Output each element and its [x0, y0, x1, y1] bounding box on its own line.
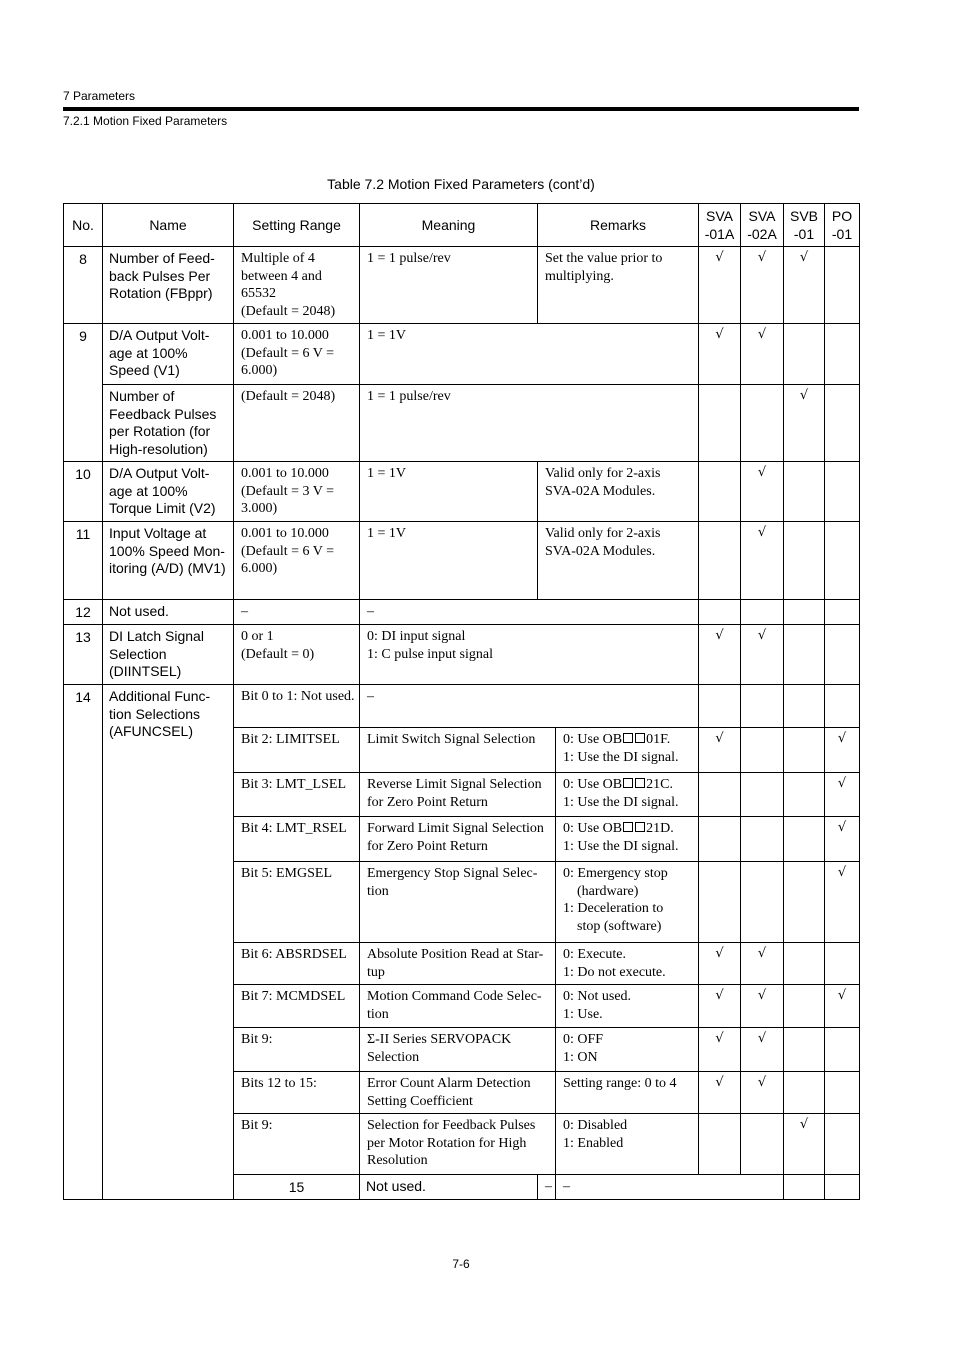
check-mark: √: [699, 1072, 741, 1114]
check-mark: √: [784, 247, 825, 324]
bit-options: 0: Execute. 1: Do not execute.: [556, 943, 699, 985]
col-header-sva02a: SVA -02A: [741, 204, 784, 247]
param-no: 11: [64, 522, 103, 600]
bit-description: Limit Switch Signal Selection: [360, 728, 556, 773]
setting-range: 0.001 to 10.000 (Default = 3 V = 3.000): [234, 462, 360, 522]
empty-cell: [699, 1114, 741, 1175]
param-no: 15: [234, 1175, 360, 1200]
setting-range: 0.001 to 10.000 (Default = 6 V = 6.000): [234, 324, 360, 385]
empty-cell: [825, 1028, 860, 1072]
empty-cell: [825, 625, 860, 685]
empty-cell: [699, 522, 741, 600]
col-header-remarks: Remarks: [538, 204, 699, 247]
param-no: 9: [64, 324, 103, 462]
check-mark: √: [741, 522, 784, 600]
empty-cell: [784, 1028, 825, 1072]
check-mark: √: [741, 625, 784, 685]
bit-name: Bit 2: LIMITSEL: [234, 728, 360, 773]
check-mark: √: [784, 1114, 825, 1175]
empty-cell: [741, 1114, 784, 1175]
running-header-chapter: 7 Parameters: [63, 89, 136, 103]
empty-cell: [784, 817, 825, 862]
bit-name: Bit 3: LMT_LSEL: [234, 773, 360, 817]
empty-cell: [784, 1175, 825, 1200]
meaning: 1 = 1V: [360, 522, 538, 600]
check-mark: √: [699, 625, 741, 685]
empty-cell: [784, 625, 825, 685]
param-name: Number of Feedback Pulses per Rotation (for High-resolution): [103, 385, 234, 462]
param-name: DI Latch Signal Selection (DIINTSEL): [103, 625, 234, 685]
table-row: [64, 247, 860, 324]
table-row: [64, 462, 860, 522]
check-mark: √: [741, 462, 784, 522]
empty-cell: [741, 728, 784, 773]
bit-description: Absolute Position Read at Star-tup: [360, 943, 556, 985]
table-row: [64, 385, 860, 462]
check-mark: √: [825, 985, 860, 1028]
param-name: Not used.: [360, 1175, 538, 1200]
check-mark: √: [699, 728, 741, 773]
empty-cell: [825, 385, 860, 462]
meaning: 1 = 1V: [360, 462, 538, 522]
empty-cell: [741, 385, 784, 462]
check-mark: √: [741, 1028, 784, 1072]
empty-cell: [825, 324, 860, 385]
table-row: [64, 625, 860, 685]
empty-cell: [784, 773, 825, 817]
empty-cell: [741, 600, 784, 625]
bit-description: Error Count Alarm Detection Setting Coefficient: [360, 1072, 556, 1114]
check-mark: √: [741, 324, 784, 385]
empty-cell: [699, 385, 741, 462]
col-header-name: Name: [103, 204, 234, 247]
param-name: Number of Feed-back Pulses Per Rotation (FBppr): [103, 247, 234, 324]
table-row: [64, 324, 860, 385]
bit-description: Forward Limit Signal Selection for Zero Point Return: [360, 817, 556, 862]
check-mark: √: [699, 943, 741, 985]
empty-cell: [784, 943, 825, 985]
empty-cell: [825, 600, 860, 625]
bit-name: Bit 6: ABSRDSEL: [234, 943, 360, 985]
setting-range: –: [538, 1175, 556, 1200]
col-header-meaning: Meaning: [360, 204, 538, 247]
empty-cell: [741, 773, 784, 817]
empty-cell: [784, 462, 825, 522]
bit-options: 0: Use OB 21D. 1: Use the DI signal.: [556, 817, 699, 862]
check-mark: √: [699, 985, 741, 1028]
empty-cell: [825, 1175, 860, 1200]
check-mark: √: [699, 247, 741, 324]
empty-cell: [784, 728, 825, 773]
page-number: 7-6: [452, 1257, 470, 1271]
setting-range: 0.001 to 10.000 (Default = 6 V = 6.000): [234, 522, 360, 600]
empty-cell: [825, 685, 860, 728]
meaning: –: [360, 685, 699, 728]
bit-name: Bit 9:: [234, 1028, 360, 1072]
bit-name: Bit 0 to 1: Not used.: [234, 685, 360, 728]
check-mark: √: [741, 943, 784, 985]
check-mark: √: [699, 324, 741, 385]
meaning: 1 = 1V: [360, 324, 699, 385]
table-row: [64, 522, 860, 600]
remarks: Set the value prior to multiplying.: [538, 247, 699, 324]
check-mark: √: [825, 773, 860, 817]
remarks: Valid only for 2-axis SVA-02A Modules.: [538, 462, 699, 522]
setting-range: (Default = 2048): [234, 385, 360, 462]
empty-cell: [784, 685, 825, 728]
bit-name: Bit 5: EMGSEL: [234, 862, 360, 943]
meaning: 1 = 1 pulse/rev: [360, 385, 699, 462]
check-mark: √: [825, 817, 860, 862]
bit-name: Bits 12 to 15:: [234, 1072, 360, 1114]
bit-name: Bit 4: LMT_RSEL: [234, 817, 360, 862]
empty-cell: [784, 324, 825, 385]
bit-description: Σ-II Series SERVOPACK Selection: [360, 1028, 556, 1072]
meaning: –: [556, 1175, 784, 1200]
setting-range: –: [234, 600, 360, 625]
bit-options: 0: Use OB 01F. 1: Use the DI signal.: [556, 728, 699, 773]
empty-cell: [741, 817, 784, 862]
param-no: 14: [64, 685, 103, 1200]
col-header-sva01a: SVA -01A: [699, 204, 741, 247]
check-mark: √: [699, 1028, 741, 1072]
empty-cell: [699, 817, 741, 862]
param-name: D/A Output Volt-age at 100% Torque Limit (V2): [103, 462, 234, 522]
bit-description: Selection for Feedback Pulses per Motor Rotation for High Resolution: [360, 1114, 556, 1175]
check-mark: √: [741, 985, 784, 1028]
param-no: 13: [64, 625, 103, 685]
bit-options: 0: Not used. 1: Use.: [556, 985, 699, 1028]
empty-cell: [699, 862, 741, 943]
col-header-svb01: SVB -01: [784, 204, 825, 247]
meaning: –: [360, 600, 699, 625]
col-header-setting-range: Setting Range: [234, 204, 360, 247]
empty-cell: [825, 462, 860, 522]
param-no: 8: [64, 247, 103, 324]
bit-options: 0: Emergency stop (hardware) 1: Deceleration to stop (software): [556, 862, 699, 943]
meaning: 0: DI input signal 1: C pulse input signal: [360, 625, 699, 685]
bit-options: 0: Disabled 1: Enabled: [556, 1114, 699, 1175]
param-name: Input Voltage at 100% Speed Mon-itoring (A/D) (MV1): [103, 522, 234, 600]
remarks: Valid only for 2-axis SVA-02A Modules.: [538, 522, 699, 600]
bit-options: 0: Use OB 21C. 1: Use the DI signal.: [556, 773, 699, 817]
bit-name: Bit 9:: [234, 1114, 360, 1175]
empty-cell: [784, 1072, 825, 1114]
empty-cell: [825, 1072, 860, 1114]
table-row: [64, 600, 860, 625]
meaning: 1 = 1 pulse/rev: [360, 247, 538, 324]
placeholder-box-icon: [623, 778, 633, 788]
check-mark: √: [825, 862, 860, 943]
bit-name: Bit 7: MCMDSEL: [234, 985, 360, 1028]
check-mark: √: [741, 247, 784, 324]
empty-cell: [699, 685, 741, 728]
setting-range: Multiple of 4 between 4 and 65532 (Default = 2048): [234, 247, 360, 324]
table-row: [64, 685, 860, 728]
empty-cell: [825, 943, 860, 985]
empty-cell: [784, 600, 825, 625]
bit-description: Motion Command Code Selec-tion: [360, 985, 556, 1028]
empty-cell: [825, 522, 860, 600]
table-title: Table 7.2 Motion Fixed Parameters (cont’d): [327, 176, 595, 192]
col-header-po01: PO -01: [825, 204, 860, 247]
check-mark: √: [825, 728, 860, 773]
empty-cell: [784, 862, 825, 943]
motion-fixed-parameters-table: [63, 203, 860, 1200]
header-rule: [63, 107, 859, 111]
bit-description: Emergency Stop Signal Selec-tion: [360, 862, 556, 943]
empty-cell: [699, 773, 741, 817]
bit-description: Reverse Limit Signal Selection for Zero Point Return: [360, 773, 556, 817]
placeholder-box-icon: [635, 778, 645, 788]
placeholder-box-icon: [635, 733, 645, 743]
param-name: Not used.: [103, 600, 234, 625]
param-no: 12: [64, 600, 103, 625]
param-no: 10: [64, 462, 103, 522]
empty-cell: [741, 862, 784, 943]
bit-options: 0: OFF 1: ON: [556, 1028, 699, 1072]
empty-cell: [741, 685, 784, 728]
empty-cell: [699, 462, 741, 522]
bit-options: Setting range: 0 to 4: [556, 1072, 699, 1114]
col-header-no: No.: [64, 204, 103, 247]
table-header-row: [64, 204, 860, 247]
placeholder-box-icon: [623, 733, 633, 743]
empty-cell: [825, 1114, 860, 1175]
param-name: D/A Output Volt-age at 100% Speed (V1): [103, 324, 234, 385]
placeholder-box-icon: [623, 822, 633, 832]
empty-cell: [784, 985, 825, 1028]
empty-cell: [784, 522, 825, 600]
check-mark: √: [741, 1072, 784, 1114]
running-header-section: 7.2.1 Motion Fixed Parameters: [63, 114, 228, 128]
setting-range: 0 or 1 (Default = 0): [234, 625, 360, 685]
empty-cell: [825, 247, 860, 324]
empty-cell: [699, 600, 741, 625]
placeholder-box-icon: [635, 822, 645, 832]
check-mark: √: [784, 385, 825, 462]
param-name: Additional Func-tion Selections (AFUNCSEL): [103, 685, 234, 1200]
